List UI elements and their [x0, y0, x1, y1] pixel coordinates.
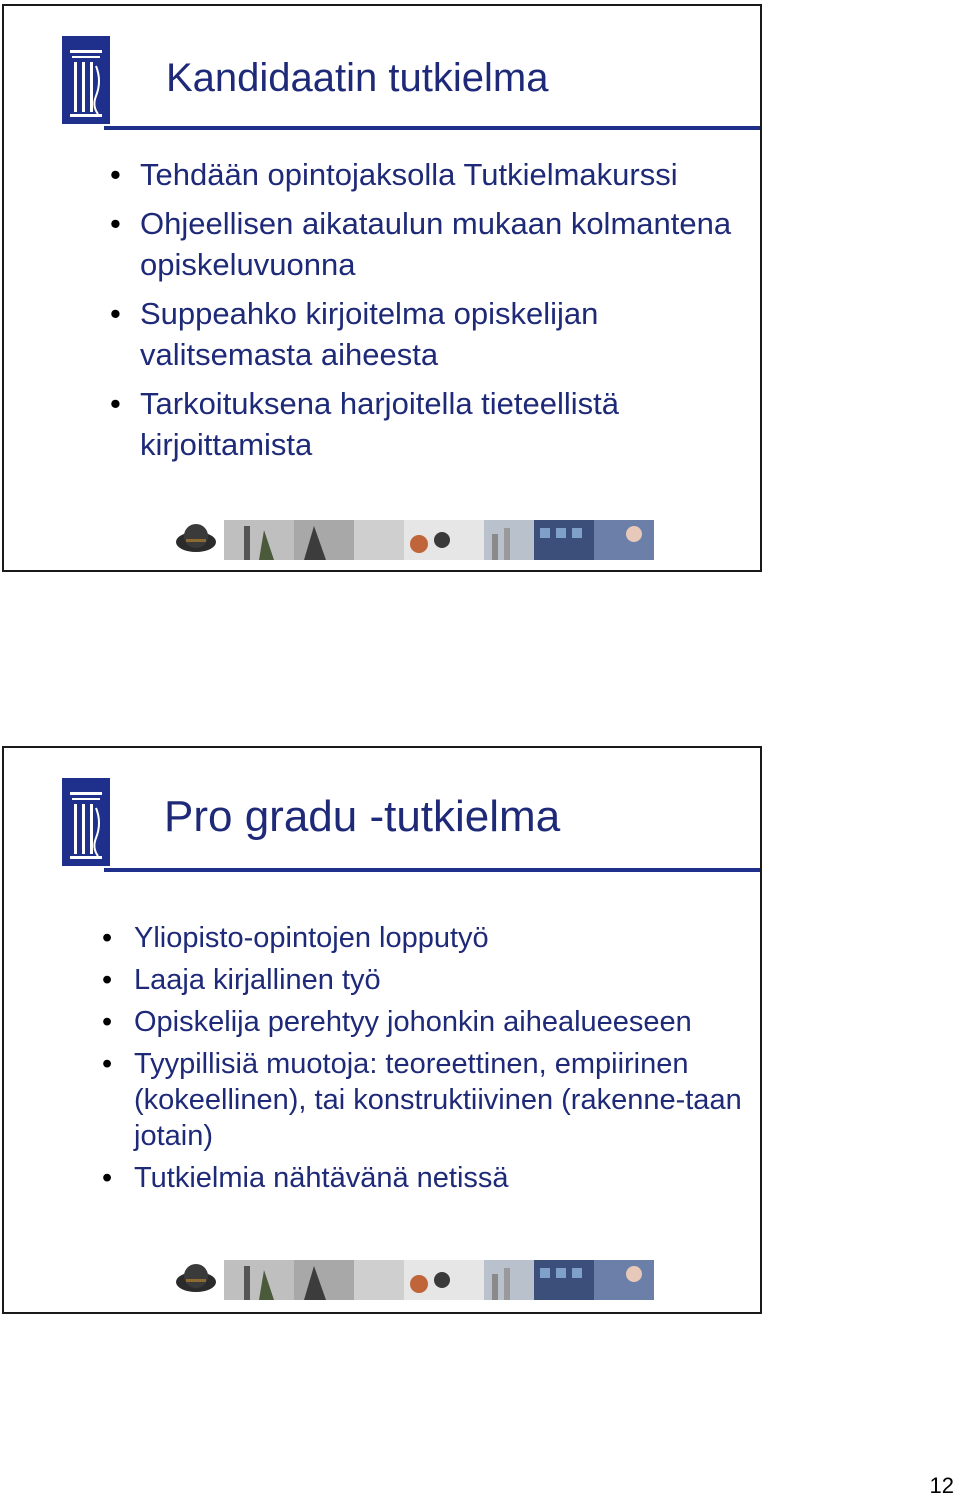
slide-title: Pro gradu -tutkielma [164, 792, 561, 841]
title-divider [104, 126, 760, 130]
bullet-list [110, 154, 750, 473]
bullet-list [102, 920, 742, 1202]
page-number: 12 [929, 1473, 954, 1498]
university-logo-icon [62, 36, 110, 124]
list-item: • Tutkielmia nähtävänä netissä [102, 1160, 742, 1196]
slide-2 [2, 746, 762, 1314]
list-item: • Opiskelija perehtyy johonkin aihealueeseen [102, 1004, 742, 1040]
list-item: • Tehdään opintojaksolla Tutkielmakurssi [110, 154, 750, 195]
list-item: • Yliopisto-opintojen lopputyö [102, 920, 742, 956]
campus-photo-strip-icon [174, 516, 656, 562]
slide-title: Kandidaatin tutkielma [166, 56, 549, 100]
slide-1 [2, 4, 762, 572]
list-item: • Laaja kirjallinen työ [102, 962, 742, 998]
campus-photo-strip-icon [174, 1256, 656, 1302]
list-item: • Tarkoituksena harjoitella tieteellistä kirjoittamista [110, 383, 750, 465]
list-item: • Tyypillisiä muotoja: teoreettinen, empiirinen (kokeellinen), tai konstruktiivinen (rakenne-taan jotain) [102, 1046, 742, 1154]
title-divider [104, 868, 760, 872]
list-item: • Ohjeellisen aikataulun mukaan kolmantena opiskeluvuonna [110, 203, 750, 285]
list-item: • Suppeahko kirjoitelma opiskelijan valitsemasta aiheesta [110, 293, 750, 375]
university-logo-icon [62, 778, 110, 866]
